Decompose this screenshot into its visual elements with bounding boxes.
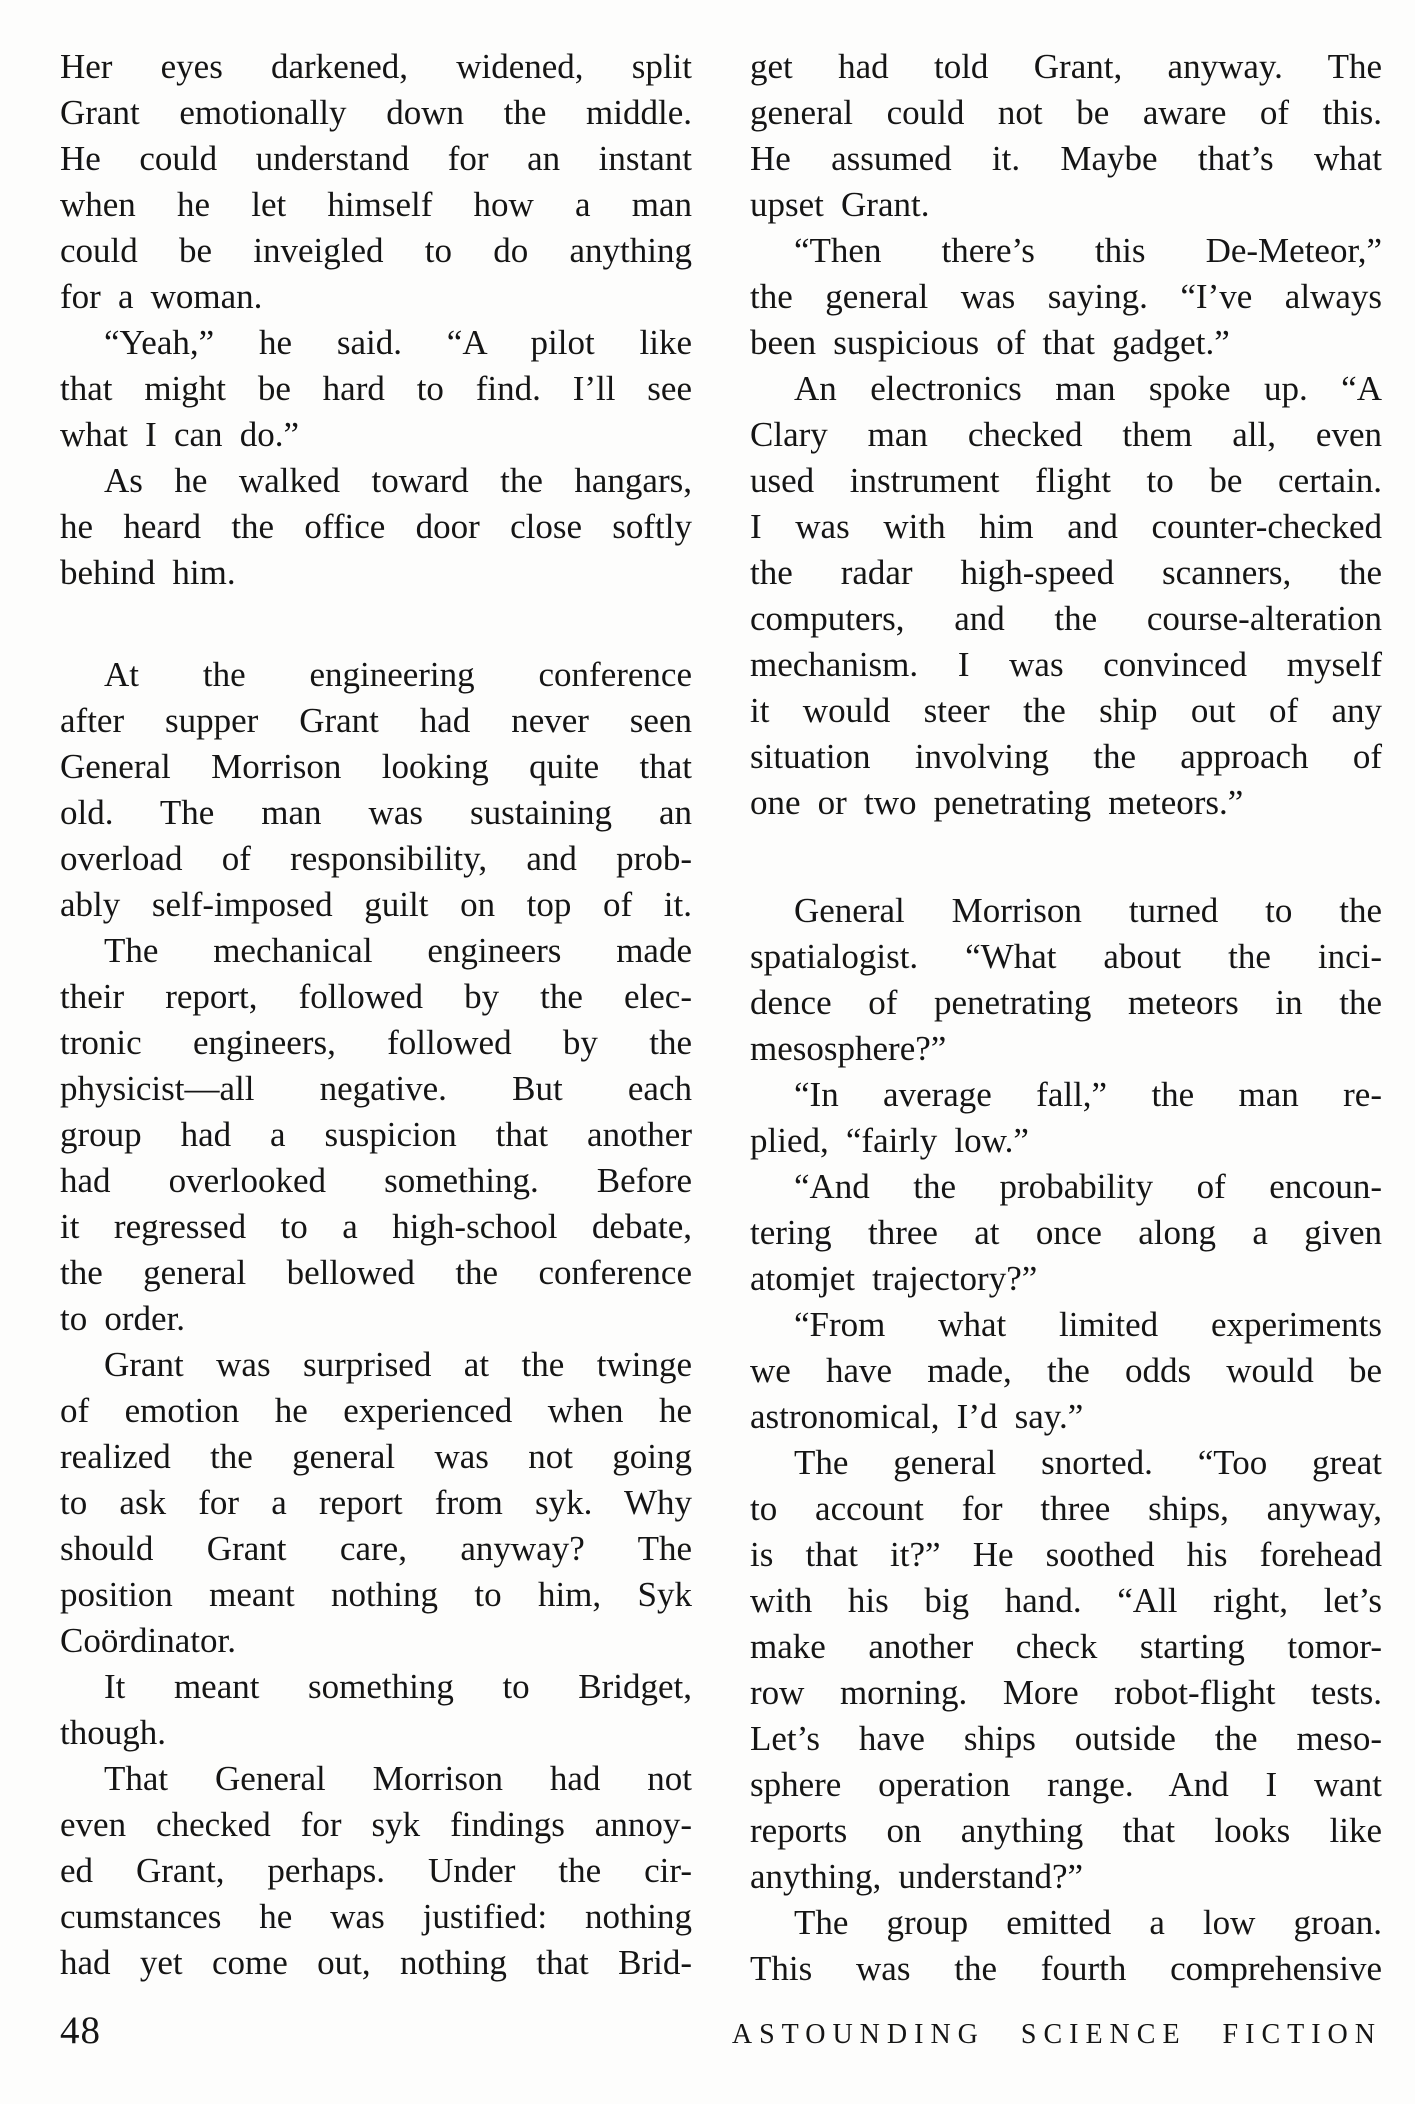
text-line: used instrument flight to be certain. (750, 461, 1382, 500)
text-line: general could not be aware of this. (750, 93, 1382, 132)
paragraph (750, 1440, 1382, 1900)
text-line: that might be hard to find. I’ll see (60, 369, 692, 408)
page-footer (60, 2008, 1382, 2053)
paragraph (750, 1164, 1382, 1302)
text-line: He assumed it. Maybe that’s what (750, 139, 1382, 178)
text-line: it regressed to a high-school debate, (60, 1207, 692, 1246)
text-line: for a woman. (60, 277, 263, 316)
text-line: even checked for syk findings annoy- (60, 1805, 692, 1844)
text-line: Her eyes darkened, widened, split (60, 47, 692, 86)
page-number: 48 (60, 2009, 101, 2052)
text-line: That General Morrison had not (104, 1759, 692, 1798)
text-line: is that it?” He soothed his forehead (750, 1535, 1382, 1574)
text-line: tronic engineers, followed by the (60, 1023, 692, 1062)
text-line: Let’s have ships outside the meso- (750, 1719, 1382, 1758)
text-line: it would steer the ship out of any (750, 691, 1382, 730)
text-line: I was with him and counter-checked (750, 507, 1382, 546)
text-line: physicist—all negative. But each (60, 1069, 692, 1108)
text-line: with his big hand. “All right, let’s (750, 1581, 1382, 1620)
text-line: “Then there’s this De-Meteor,” (794, 231, 1382, 270)
paragraph (60, 44, 692, 320)
text-line: what I can do.” (60, 415, 299, 454)
text-line: make another check starting tomor- (750, 1627, 1382, 1666)
text-line: overload of responsibility, and prob- (60, 839, 692, 878)
text-line: mechanism. I was convinced myself (750, 645, 1382, 684)
text-line: mesosphere?” (750, 1029, 947, 1068)
text-line: to ask for a report from syk. Why (60, 1483, 692, 1522)
text-line: situation involving the approach of (750, 737, 1382, 776)
text-line: This was the fourth comprehensive (750, 1949, 1382, 1988)
paragraph (60, 1342, 692, 1664)
paragraph (750, 1302, 1382, 1440)
text-line: At the engineering conference (104, 655, 692, 694)
text-line: sphere operation range. And I want (750, 1765, 1382, 1804)
paragraph (60, 320, 692, 458)
text-line: The general snorted. “Too great (794, 1443, 1382, 1482)
text-line: to order. (60, 1299, 186, 1338)
paragraph (750, 366, 1382, 826)
text-line: group had a suspicion that another (60, 1115, 692, 1154)
text-line: It meant something to Bridget, (104, 1667, 692, 1706)
text-line: anything, understand?” (750, 1857, 1084, 1896)
text-line: ably self-imposed guilt on top of it. (60, 885, 692, 924)
text-line: spatialogist. “What about the inci- (750, 937, 1382, 976)
text-line: ed Grant, perhaps. Under the cir- (60, 1851, 692, 1890)
paragraph (750, 888, 1382, 1072)
text-line: one or two penetrating meteors.” (750, 783, 1244, 822)
text-columns (60, 44, 1382, 1992)
text-line: position meant nothing to him, Syk (60, 1575, 692, 1614)
text-line: The mechanical engineers made (104, 931, 692, 970)
running-title: ASTOUNDING SCIENCE FICTION (731, 2019, 1382, 2050)
text-line: “In average fall,” the man re- (794, 1075, 1382, 1114)
text-line: Clary man checked them all, even (750, 415, 1382, 454)
text-line: to account for three ships, anyway, (750, 1489, 1382, 1528)
text-line: plied, “fairly low.” (750, 1121, 1029, 1160)
paragraph (750, 1072, 1382, 1164)
text-line: computers, and the course-alteration (750, 599, 1382, 638)
text-line: we have made, the odds would be (750, 1351, 1382, 1390)
text-line: should Grant care, anyway? The (60, 1529, 692, 1568)
text-line: been suspicious of that gadget.” (750, 323, 1230, 362)
paragraph (60, 1664, 692, 1756)
text-line: he heard the office door close softly (60, 507, 692, 546)
text-line: reports on anything that looks like (750, 1811, 1382, 1850)
text-line: get had told Grant, anyway. The (750, 47, 1382, 86)
text-line: “Yeah,” he said. “A pilot like (104, 323, 692, 362)
text-line: the general was saying. “I’ve always (750, 277, 1382, 316)
text-line: astronomical, I’d say.” (750, 1397, 1084, 1436)
text-line: Coördinator. (60, 1621, 236, 1660)
text-line: row morning. More robot-flight tests. (750, 1673, 1382, 1712)
text-line: atomjet trajectory?” (750, 1259, 1038, 1298)
text-line: dence of penetrating meteors in the (750, 983, 1382, 1022)
text-line: Grant emotionally down the middle. (60, 93, 692, 132)
text-line: General Morrison turned to the (794, 891, 1382, 930)
text-line: Grant was surprised at the twinge (104, 1345, 692, 1384)
paragraph (60, 928, 692, 1342)
text-line: the radar high-speed scanners, the (750, 553, 1382, 592)
text-line: behind him. (60, 553, 236, 592)
text-line: General Morrison looking quite that (60, 747, 692, 786)
text-line: when he let himself how a man (60, 185, 692, 224)
text-line: old. The man was sustaining an (60, 793, 692, 832)
text-line: An electronics man spoke up. “A (794, 369, 1382, 408)
text-line: cumstances he was justified: nothing (60, 1897, 692, 1936)
text-line: He could understand for an instant (60, 139, 692, 178)
text-line: of emotion he experienced when he (60, 1391, 692, 1430)
text-line: had yet come out, nothing that Brid- (60, 1943, 692, 1982)
left-column (60, 44, 692, 1992)
paragraph (60, 1756, 692, 1986)
text-line: “From what limited experiments (794, 1305, 1382, 1344)
text-line: The group emitted a low groan. (794, 1903, 1382, 1942)
text-line: their report, followed by the elec- (60, 977, 692, 1016)
text-line: had overlooked something. Before (60, 1161, 692, 1200)
paragraph (60, 652, 692, 928)
text-line: upset Grant. (750, 185, 930, 224)
paragraph (750, 44, 1382, 228)
text-line: could be inveigled to do anything (60, 231, 692, 270)
text-line: As he walked toward the hangars, (104, 461, 692, 500)
right-column (750, 44, 1382, 1992)
paragraph (750, 1900, 1382, 1992)
text-line: realized the general was not going (60, 1437, 692, 1476)
text-line: tering three at once along a given (750, 1213, 1382, 1252)
paragraph (750, 228, 1382, 366)
text-line: the general bellowed the conference (60, 1253, 692, 1292)
paragraph (60, 458, 692, 596)
text-line: after supper Grant had never seen (60, 701, 692, 740)
text-line: though. (60, 1713, 166, 1752)
text-line: “And the probability of encoun- (794, 1167, 1382, 1206)
